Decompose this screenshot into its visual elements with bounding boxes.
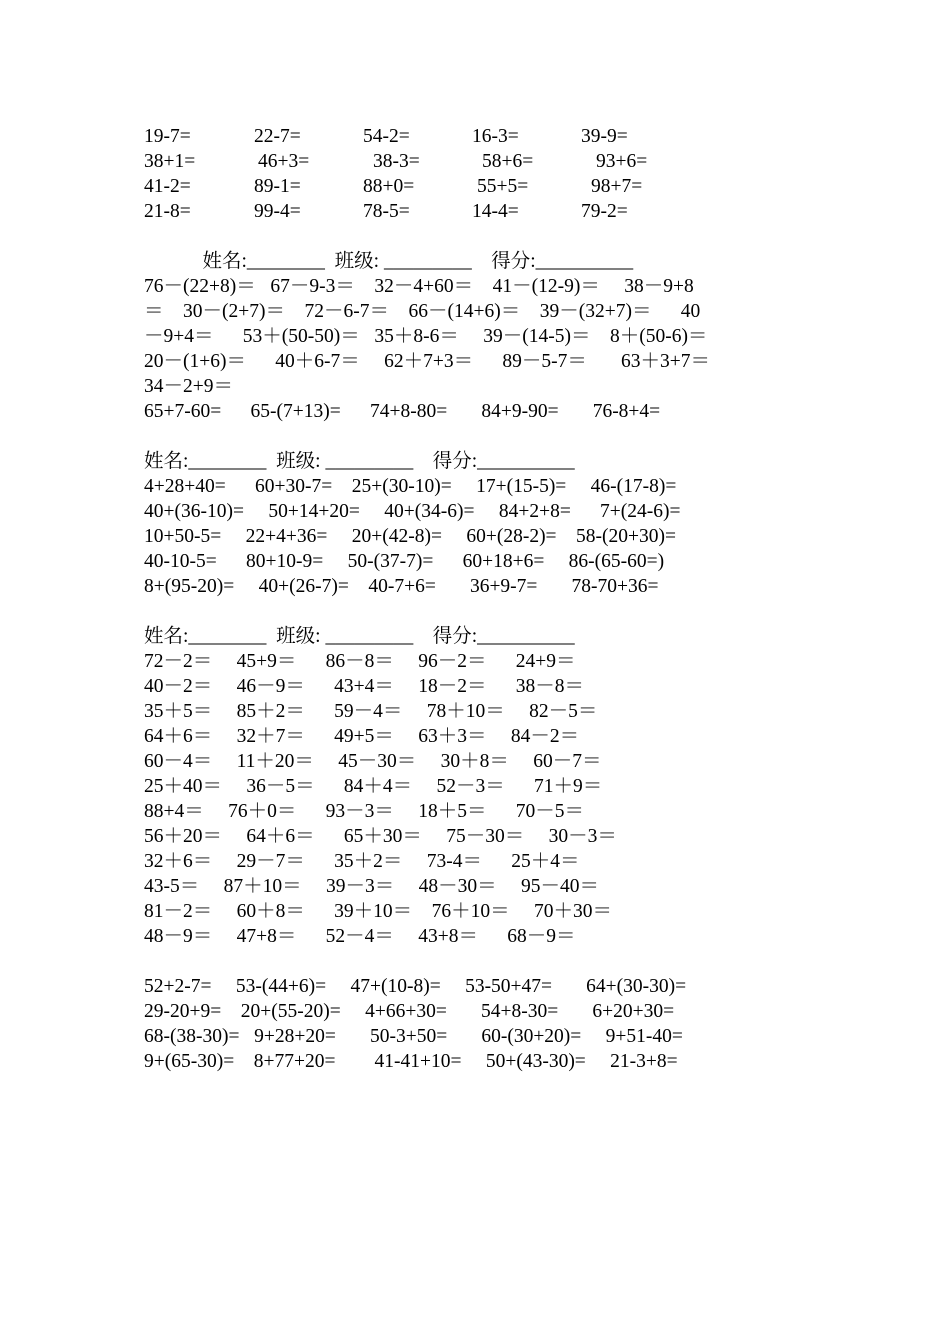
problem-row: 4+28+40= 60+30-7= 25+(30-10)= 17+(15-5)= 46-(17-8)= (144, 476, 677, 497)
student-info-header: 姓名:________ 班级: _________ 得分:__________ (144, 451, 575, 472)
problem-block-3 (144, 474, 824, 599)
problem-row: 81－2＝ 60＋8＝ 39＋10＝ 76＋10＝ 70＋30＝ (144, 901, 612, 922)
problem: 58+6= (482, 151, 534, 172)
problem-block-5 (144, 974, 824, 1074)
problem: 88+0= (363, 176, 415, 197)
problem: 99-4= (254, 201, 301, 222)
problem-row: 35＋5＝ 85＋2＝ 59－4＝ 78＋10＝ 82－5＝ (144, 701, 598, 722)
problem-row: 32＋6＝ 29－7＝ 35＋2＝ 73-4＝ 25＋4＝ (144, 851, 580, 872)
problem-row: 10+50-5= 22+4+36= 20+(42-8)= 60+(28-2)= 58-(20+30)= (144, 526, 677, 547)
worksheet (144, 124, 824, 1074)
problem-row: 40－2＝ 46－9＝ 43+4＝ 18－2＝ 38－8＝ (144, 676, 584, 697)
problem: 55+5= (477, 176, 529, 197)
problem-row: 20－(1+6)＝ 40＋6-7＝ 62＋7+3＝ 89－5-7＝ 63＋3+7＝ (144, 351, 710, 372)
problem: 19-7= (144, 126, 191, 147)
problem: 98+7= (591, 176, 643, 197)
problem: 89-1= (254, 176, 301, 197)
problem-row: 40+(36-10)= 50+14+20= 40+(34-6)= 84+2+8= 7+(24-6)= (144, 501, 681, 522)
problem: 79-2= (581, 201, 628, 222)
problem: 54-2= (363, 126, 410, 147)
problem: 41-2= (144, 176, 191, 197)
problem-row: 88+4＝ 76＋0＝ 93－3＝ 18＋5＝ 70－5＝ (144, 801, 584, 822)
problem-row: 8+(95-20)= 40+(26-7)= 40-7+6= 36+9-7= 78-70+36= (144, 576, 659, 597)
problem-row: 60－4＝ 11＋20＝ 45－30＝ 30＋8＝ 60－7＝ (144, 751, 602, 772)
problem-row: 64＋6＝ 32＋7＝ 49+5＝ 63＋3＝ 84－2＝ (144, 726, 580, 747)
problem-row (144, 199, 824, 224)
problem-row: －9+4＝ 53＋(50-50)＝ 35＋8-6＝ 39－(14-5)＝ 8＋(50-6)＝ (144, 326, 708, 347)
problem-row: 76－(22+8)＝ 67－9-3＝ 32－4+60＝ 41－(12-9)＝ 38－9+8 (144, 276, 694, 297)
problem: 93+6= (596, 151, 648, 172)
problem-row: 52+2-7= 53-(44+6)= 47+(10-8)= 53-50+47= 64+(30-30)= (144, 976, 687, 997)
problem-row (144, 174, 824, 199)
problem-row: 40-10-5= 80+10-9= 50-(37-7)= 60+18+6= 86-(65-60=) (144, 551, 665, 572)
problem: 78-5= (363, 201, 410, 222)
problem-row: 25＋40＝ 36－5＝ 84＋4＝ 52－3＝ 71＋9＝ (144, 776, 603, 797)
problem-row: 34－2+9＝ (144, 376, 233, 397)
problem-block-4 (144, 649, 824, 949)
problem-row (144, 124, 824, 149)
problem-row (144, 149, 824, 174)
problem-row: 65+7-60= 65-(7+13)= 74+8-80= 84+9-90= 76-8+4= (144, 401, 661, 422)
problem: 21-8= (144, 201, 191, 222)
problem: 39-9= (581, 126, 628, 147)
problem: 46+3= (258, 151, 310, 172)
problem-row: 9+(65-30)= 8+77+20= 41-41+10= 50+(43-30)= 21-3+8= (144, 1051, 678, 1072)
problem-row: 48－9＝ 47+8＝ 52－4＝ 43+8＝ 68－9＝ (144, 926, 576, 947)
problem: 38-3= (373, 151, 420, 172)
problem-block-2 (144, 274, 824, 424)
problem: 14-4= (472, 201, 519, 222)
problem-block-1 (144, 124, 824, 224)
problem-row: ＝ 30－(2+7)＝ 72－6-7＝ 66－(14+6)＝ 39－(32+7)＝ 40 (144, 301, 701, 322)
problem-row: 29-20+9= 20+(55-20)= 4+66+30= 54+8-30= 6+20+30= (144, 1001, 675, 1022)
problem-row: 68-(38-30)= 9+28+20= 50-3+50= 60-(30+20)= 9+51-40= (144, 1026, 683, 1047)
problem: 22-7= (254, 126, 301, 147)
problem: 38+1= (144, 151, 196, 172)
student-info-header: 姓名:________ 班级: _________ 得分:__________ (144, 251, 634, 272)
problem: 16-3= (472, 126, 519, 147)
problem-row: 72－2＝ 45+9＝ 86－8＝ 96－2＝ 24+9＝ (144, 651, 576, 672)
student-info-header: 姓名:________ 班级: _________ 得分:__________ (144, 626, 575, 647)
problem-row: 56＋20＝ 64＋6＝ 65＋30＝ 75－30＝ 30－3＝ (144, 826, 617, 847)
problem-row: 43-5＝ 87＋10＝ 39－3＝ 48－30＝ 95－40＝ (144, 876, 599, 897)
